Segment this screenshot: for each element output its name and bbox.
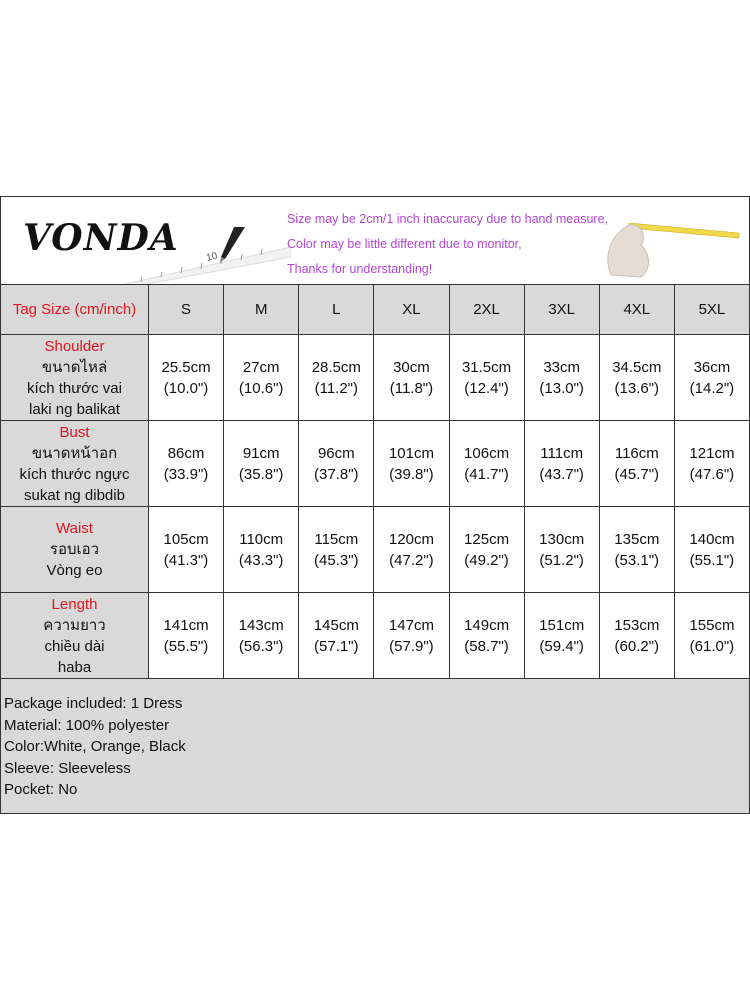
translation-vi: kích thước vai <box>27 379 122 397</box>
row-label <box>1 507 149 593</box>
details-row <box>1 679 750 814</box>
translation-vi: Vòng eo <box>46 562 103 579</box>
row-label <box>1 593 149 679</box>
row-label <box>1 335 149 421</box>
table-cell: 36cm (14.2") <box>674 335 749 421</box>
table-cell: 96cm (37.8") <box>299 421 374 507</box>
table-cell: 27cm (10.6") <box>224 335 299 421</box>
table-cell: 25.5cm (10.0") <box>149 335 224 421</box>
table-cell: 140cm (55.1") <box>674 507 749 593</box>
bust-row <box>1 421 750 507</box>
size-xl: XL <box>374 285 449 335</box>
svg-text:10: 10 <box>205 250 219 264</box>
table-cell: 147cm (57.9") <box>374 593 449 679</box>
translation-th: ความยาว <box>43 616 106 634</box>
translation-tl: sukat ng dibdib <box>24 486 125 504</box>
translation-tl: laki ng balikat <box>29 400 120 418</box>
measure-name: Waist <box>56 520 93 537</box>
measure-name: Bust <box>59 423 90 441</box>
table-cell: 28.5cm (11.2") <box>299 335 374 421</box>
detail-material: Material: 100% polyester <box>4 716 170 734</box>
brand-logo: VONDA <box>23 217 179 259</box>
size-m: M <box>224 285 299 335</box>
measure-name: Length <box>51 595 98 613</box>
detail-color: Color:White, Orange, Black <box>4 738 186 756</box>
row-label <box>1 421 149 507</box>
size-header-row <box>1 285 750 335</box>
banner <box>0 196 750 284</box>
table-cell: 115cm (45.3") <box>299 507 374 593</box>
table-cell: 153cm (60.2") <box>599 593 674 679</box>
size-table <box>0 284 750 814</box>
table-cell: 30cm (11.8") <box>374 335 449 421</box>
pencil-ruler-icon <box>121 227 291 284</box>
size-5xl: 5XL <box>674 285 749 335</box>
table-cell: 141cm (55.5") <box>149 593 224 679</box>
table-cell: 34.5cm (13.6") <box>599 335 674 421</box>
table-cell: 106cm (41.7") <box>449 421 524 507</box>
table-cell: 110cm (43.3") <box>224 507 299 593</box>
tag-size-label: Tag Size (cm/inch) <box>1 285 149 335</box>
disclaimer-notes <box>287 207 608 282</box>
table-cell: 111cm (43.7") <box>524 421 599 507</box>
size-chart <box>0 196 750 814</box>
detail-sleeve: Sleeve: Sleeveless <box>4 759 131 777</box>
note-line: Thanks for understanding! <box>287 262 433 276</box>
size-l: L <box>299 285 374 335</box>
note-line: Size may be 2cm/1 inch inaccuracy due to hand measure, <box>287 212 609 226</box>
table-cell: 125cm (49.2") <box>449 507 524 593</box>
note-line: Color may be little different due to monitor, <box>287 237 522 251</box>
table-cell: 151cm (59.4") <box>524 593 599 679</box>
table-cell: 31.5cm (12.4") <box>449 335 524 421</box>
size-4xl: 4XL <box>599 285 674 335</box>
translation-vi: chiều dài <box>44 637 105 655</box>
table-cell: 116cm (45.7") <box>599 421 674 507</box>
detail-pocket: Pocket: No <box>4 781 78 799</box>
table-cell: 86cm (33.9") <box>149 421 224 507</box>
table-cell: 155cm (61.0") <box>674 593 749 679</box>
translation-th: ขนาดไหล่ <box>41 358 108 376</box>
table-cell: 130cm (51.2") <box>524 507 599 593</box>
table-cell: 121cm (47.6") <box>674 421 749 507</box>
translation-th: ขนาดหน้าอก <box>31 444 118 462</box>
size-2xl: 2XL <box>449 285 524 335</box>
hand-measuring-tape-icon <box>601 205 741 280</box>
measure-name: Shoulder <box>44 337 105 355</box>
table-cell: 145cm (57.1") <box>299 593 374 679</box>
shoulder-row <box>1 335 750 421</box>
table-cell: 135cm (53.1") <box>599 507 674 593</box>
waist-row <box>1 507 750 593</box>
table-cell: 91cm (35.8") <box>224 421 299 507</box>
size-3xl: 3XL <box>524 285 599 335</box>
table-cell: 33cm (13.0") <box>524 335 599 421</box>
table-cell: 105cm (41.3") <box>149 507 224 593</box>
translation-th: รอบเอว <box>49 541 100 558</box>
table-cell: 149cm (58.7") <box>449 593 524 679</box>
detail-package: Package included: 1 Dress <box>4 695 183 712</box>
table-cell: 143cm (56.3") <box>224 593 299 679</box>
table-cell: 120cm (47.2") <box>374 507 449 593</box>
length-row <box>1 593 750 679</box>
table-cell: 101cm (39.8") <box>374 421 449 507</box>
translation-vi: kích thước ngực <box>19 465 130 483</box>
product-details <box>1 679 750 814</box>
size-s: S <box>149 285 224 335</box>
translation-tl: haba <box>57 658 92 676</box>
